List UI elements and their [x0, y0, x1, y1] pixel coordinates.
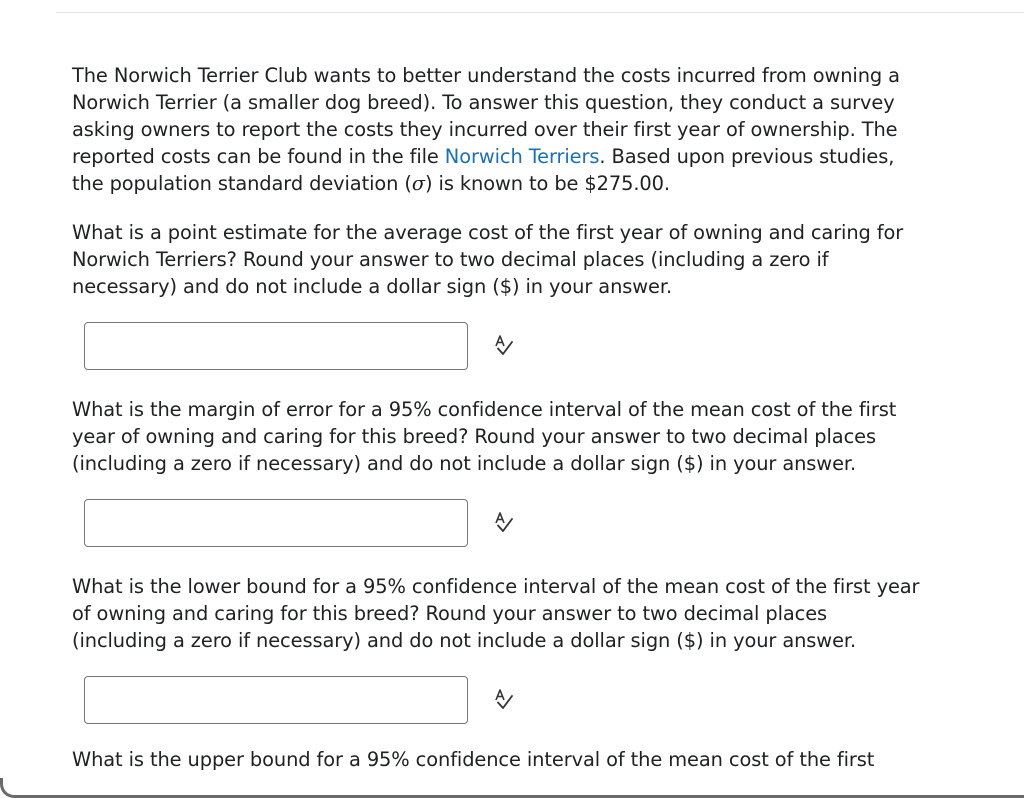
question-1-text: What is a point estimate for the average cost of the first year of owning and caring for Norwich Terriers? Round your answer to two decimal places (including a zero if necessary) and do not include a dollar sign ($) in your answer.	[72, 221, 904, 298]
spell-check-icon[interactable]	[490, 510, 516, 536]
question-3-text: What is the lower bound for a 95% confidence interval of the mean cost of the first year of owning and caring for this breed? Round your answer to two decimal places (including a zero if necessary) and do not include a dollar sign ($) in your answer.	[72, 575, 920, 652]
question-content	[72, 62, 922, 773]
answer-row-3	[84, 676, 922, 724]
spell-check-icon[interactable]	[490, 687, 516, 713]
question-4-text: What is the upper bound for a 95% confidence interval of the mean cost of the first	[72, 748, 875, 771]
spell-check-icon[interactable]	[490, 333, 516, 359]
norwich-terriers-file-link[interactable]: Norwich Terriers	[444, 145, 600, 168]
intro-text-start: The Norwich Terrier Club wants to better understand the costs incurred from owning a Norwich Terrier (a smaller dog breed). To answer this question, they conduct a survey asking owners to report the costs they incurred over their first year of ownership. The reported costs can be found in the file	[72, 64, 900, 168]
margin-of-error-input[interactable]	[84, 499, 468, 547]
lower-bound-input[interactable]	[84, 676, 468, 724]
answer-row-2	[84, 499, 922, 547]
question-2-text: What is the margin of error for a 95% confidence interval of the mean cost of the first year of owning and caring for this breed? Round your answer to two decimal places (including a zero if necessary) and do not include a dollar sign ($) in your answer.	[72, 398, 897, 475]
intro-paragraph	[72, 62, 922, 197]
point-estimate-input[interactable]	[84, 322, 468, 370]
intro-text-middle: . Based upon previous studies, the population standard deviation (	[72, 145, 895, 195]
answer-row-1	[84, 322, 922, 370]
content-frame-edge	[0, 778, 1024, 798]
top-divider	[56, 12, 1024, 13]
sigma-symbol: σ	[411, 172, 426, 195]
intro-text-end: ) is known to be $275.00.	[425, 172, 670, 195]
